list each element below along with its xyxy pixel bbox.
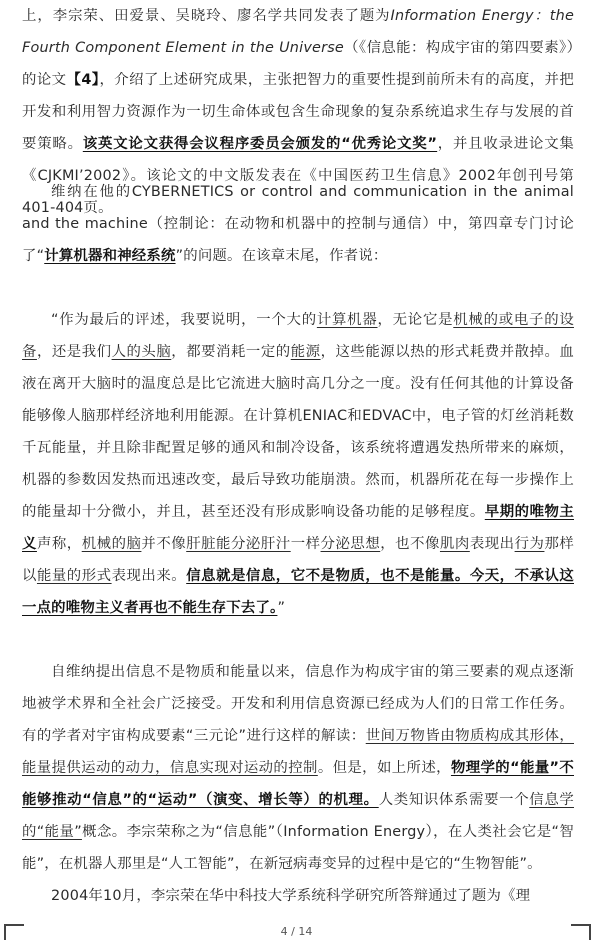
underlined-text: 能量的形式: [36, 568, 112, 584]
underlined-text: 人的头脑: [111, 344, 172, 360]
paragraph: [22, 656, 574, 880]
text-run: 并不像: [141, 536, 187, 552]
text-run: 人类知识体系需要一个: [378, 792, 530, 808]
underlined-text: 机械的脑: [81, 536, 142, 552]
paragraph: [22, 880, 574, 912]
text-run: （《信息能：构成宇宙的第四要素》）的论文: [22, 40, 574, 88]
underlined-text: 计算机器: [316, 312, 378, 328]
bold-text: 【4】: [66, 72, 100, 88]
text-run: ”: [277, 600, 286, 616]
text-run: 一样: [290, 536, 321, 552]
text-run: ，无论它是: [377, 312, 454, 328]
text-run: 上，李宗荣、田爱景、吴晓玲、廖名学共同发表了题为: [22, 8, 391, 24]
text-run: 自维纳提出信息不是物质和能量以来，信息作为构成宇宙的第三要素的观点逐渐地被学术界和全社会广泛接受。开发和利用信息资源已经成为人们的日常工作任务。有的学者对宇宙构成要素“三元论”进行这样的解读：: [22, 664, 574, 744]
underlined-text: 世间万物皆由物质构成其形体，能量提供运动的动力，信息实现对运动的控制: [22, 728, 574, 776]
paragraph: [22, 304, 574, 624]
page-number-indicator: 4 / 14: [280, 925, 313, 938]
text-run: 2004年10月，李宗荣在华中科技大学系统科学研究所答辩通过了题为《理: [51, 888, 531, 904]
emphasized-text: 早期的唯物主义: [22, 504, 575, 552]
underlined-text: 肝脏能分泌肝汁: [186, 536, 291, 552]
underlined-text: 信息学的“能量”: [22, 792, 574, 840]
emphasized-text: 计算机器和神经系统: [44, 248, 176, 264]
underlined-text: 行为: [514, 536, 545, 552]
text-run: 。但是，如上所述，: [317, 760, 451, 776]
underlined-text: 能源: [290, 344, 321, 360]
text-run: ”的问题。在该章末尾，作者说：: [175, 248, 388, 264]
text-run: 那样以: [22, 536, 574, 584]
emphasized-text: 该英文论文获得会议程序委员会颁发的“优秀论文奖”: [82, 136, 438, 152]
text-run: ，这些能源以热的形式耗费并散掉。血液在离开大脑时的温度总是比它流进大脑时高几分之一度。没有任何其他的计算设备能够像人脑那样经济地利用能源。在计算机ENIAC和EDVAC中，电子管的灯丝消耗数千瓦能量，并且除非配置足够的通风和制冷设备，该系统将遭遇发热所带来的麻烦，机器的参数因发热而迅速改变，最后导致功能崩溃。然而，机器所花在每一步操作上的能量却十分微小，并且，甚至还没有形成影响设备功能的足够程度。: [22, 344, 574, 520]
underlined-text: 机械的或电子的设备: [22, 312, 574, 360]
underlined-text: 肌肉: [439, 536, 470, 552]
text-run: ，介绍了上述研究成果，主张把智力的重要性提到前所未有的高度，并把开发和利用智力资源作为一切生命体或包含生命现象的复杂系统追求生存与发展的首要策略。: [22, 72, 574, 152]
emphasized-text: 信息就是信息，它不是物质，也不是能量。今天，不承认这一点的唯物主义者再也不能生存下去了。: [22, 568, 574, 616]
emphasized-text: 物理学的“能量”不能够推动“信息”的“运动”（演变、增长等）的机理。: [22, 760, 574, 808]
text-run: ，都要消耗一定的: [171, 344, 291, 360]
text-run: 维纳在他的CYBERNETICS or control and communication in the animal and the machine（控制论：在动物和机器中的控制与通信）中，第四章专门讨论了“: [22, 184, 574, 264]
paragraph: [22, 176, 574, 272]
text-run: ，也不像: [380, 536, 440, 552]
text-run: ，并且收录进论文集《CJKMI’2002》。该论文的中文版发表在《中国医药卫生信息》2002年创刊号第401-404页。: [22, 136, 574, 216]
text-run: “作为最后的评述，我要说明，一个大的: [51, 312, 317, 328]
italic-title: Information Energy：the Fourth Component Element in the Universe: [22, 8, 574, 56]
text-run: 表现出: [469, 536, 515, 552]
text-run: 表现出来。: [111, 568, 187, 584]
underlined-text: 分泌思想: [320, 536, 381, 552]
text-run: 概念。李宗荣称之为“信息能”（Information Energy），在人类社会它是“智能”，在机器人那里是“人工智能”，在新冠病毒变异的过程中是它的“生物智能”。: [22, 824, 574, 872]
text-run: 声称，: [36, 536, 82, 552]
text-run: ，还是我们: [36, 344, 112, 360]
